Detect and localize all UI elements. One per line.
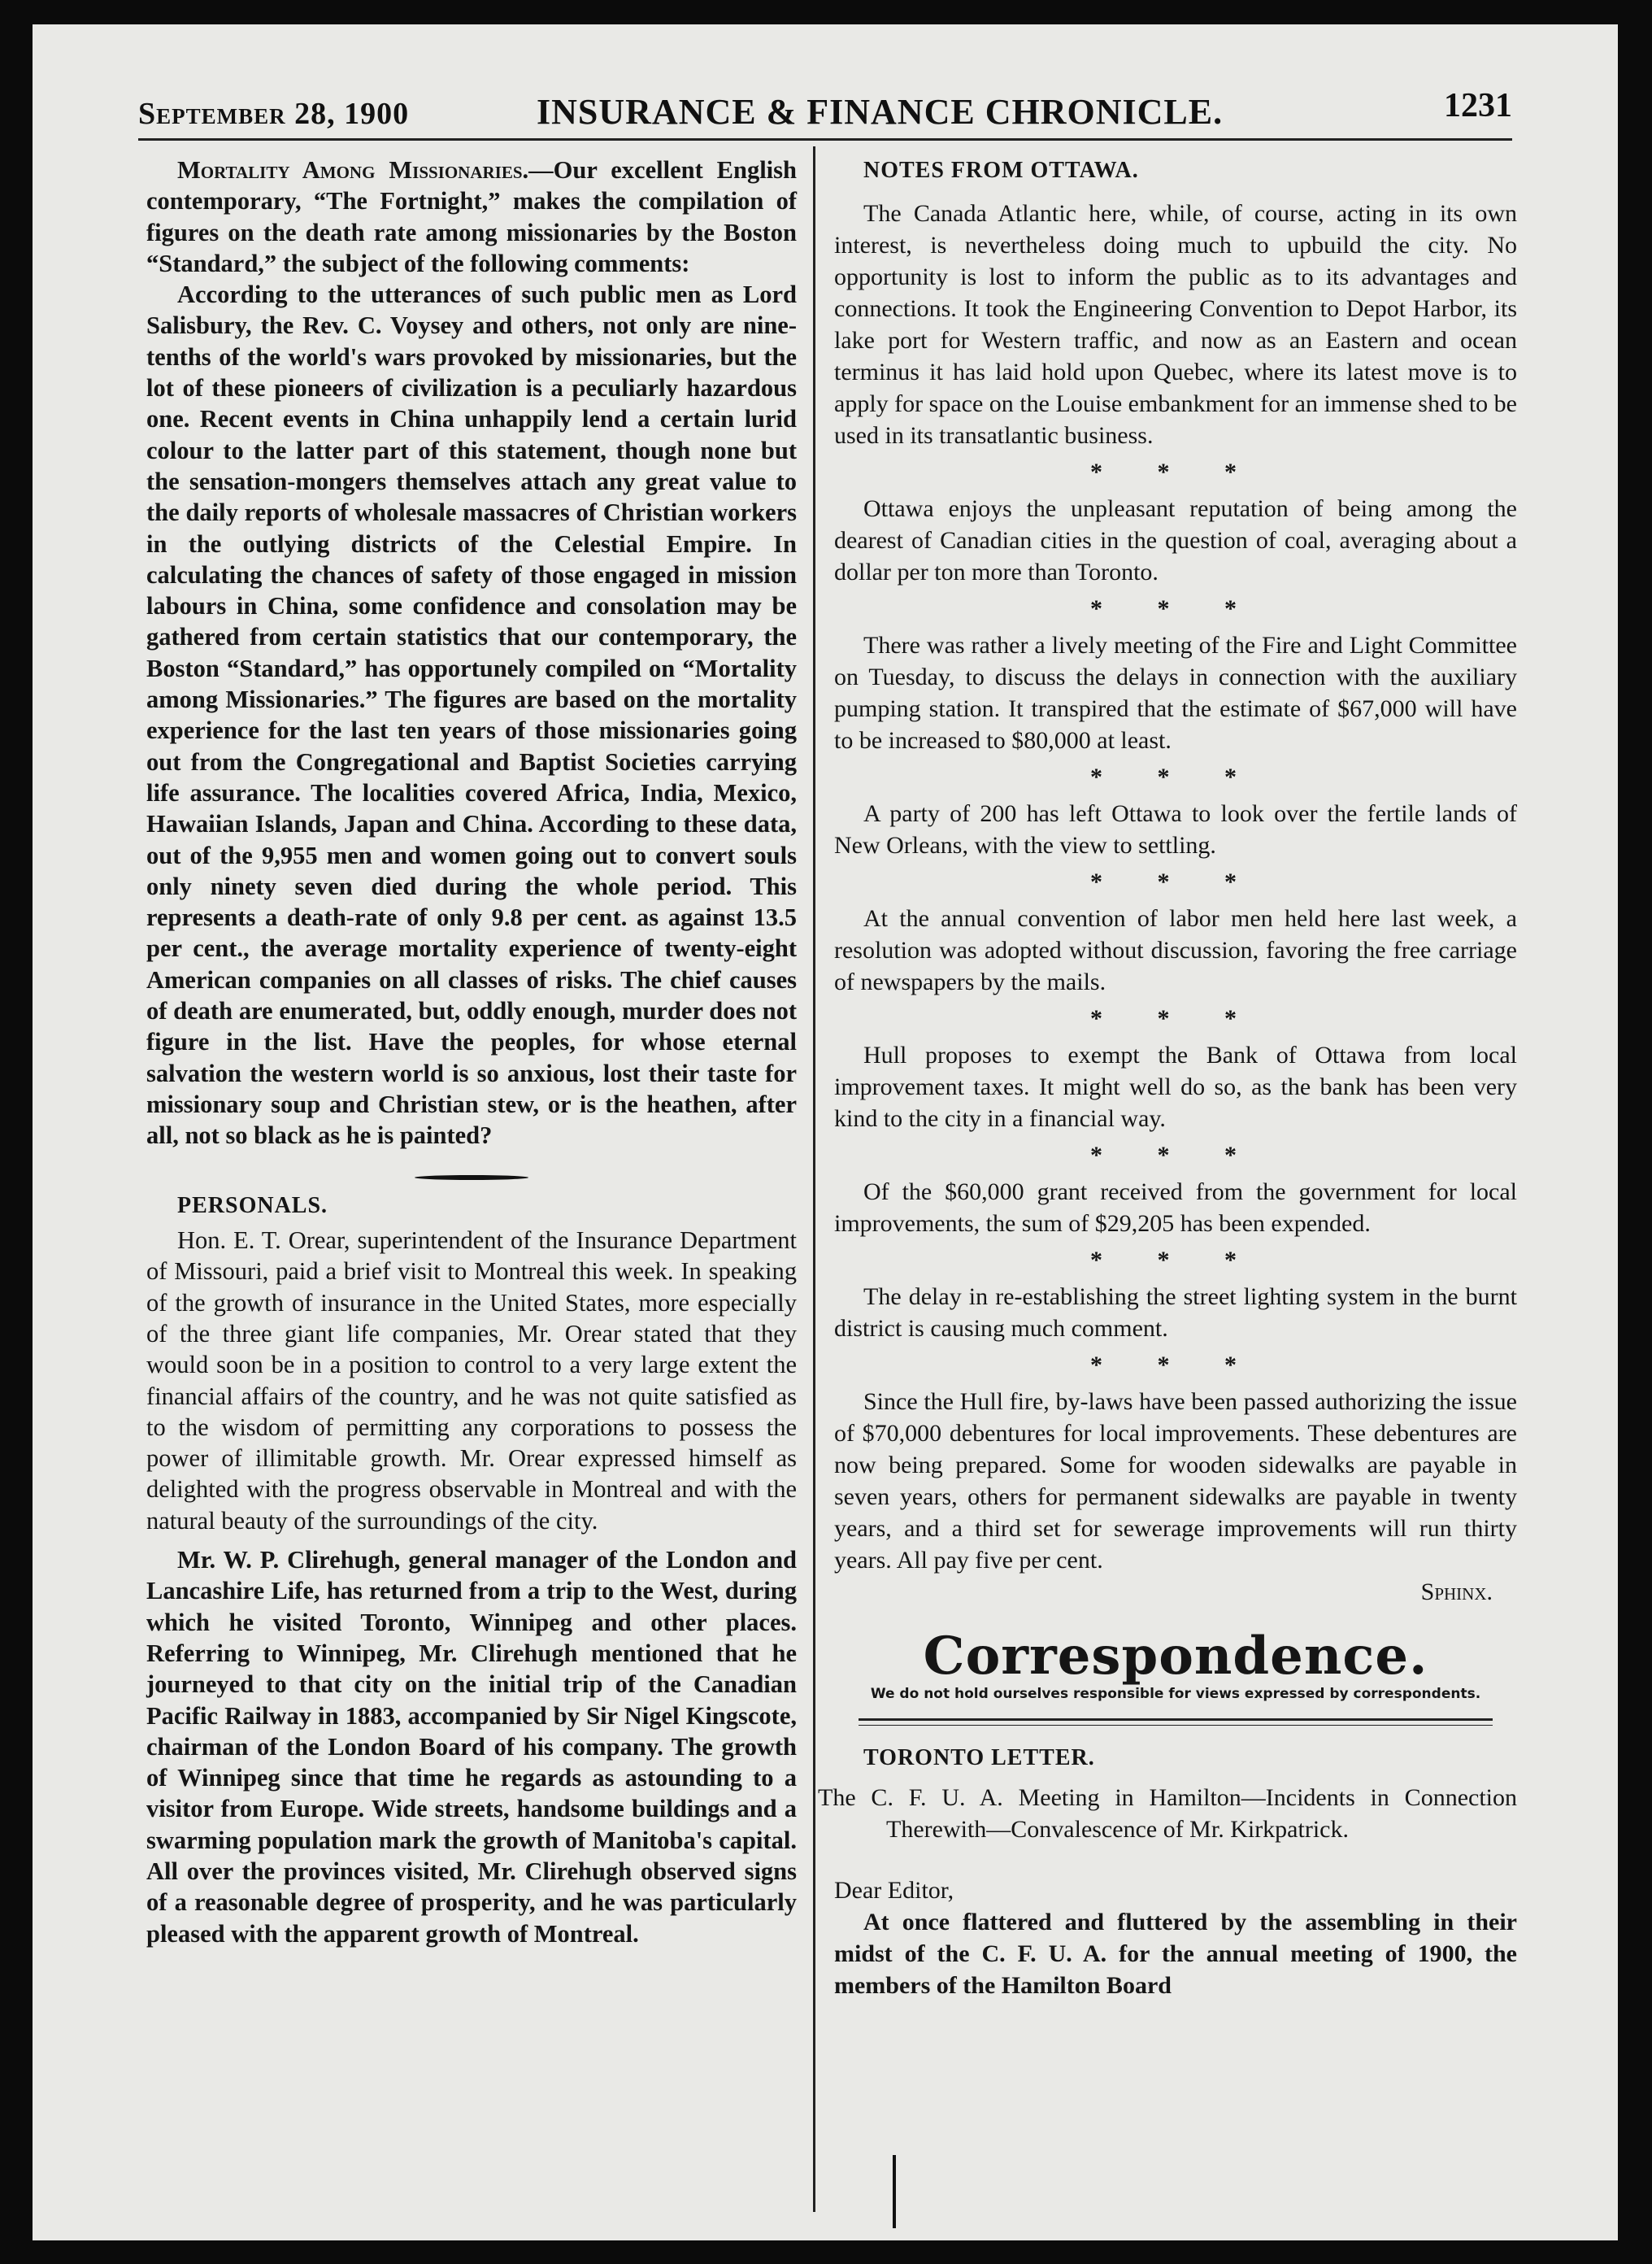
star-separator: * * * — [1090, 764, 1261, 790]
page-number: 1231 — [1444, 87, 1512, 124]
issue-date: September 28, 1900 — [138, 97, 410, 131]
note-paragraph: Of the $60,000 grant received from the government for local improvements, the sum of $29,205 has been expended. — [834, 1178, 1517, 1237]
note-paragraph: There was rather a lively meeting of the Fire and Light Committee on Tuesday, to discuss the delays in connection with the auxiliary pumping station. It transpired that the estimate of $67,000 will have to be increased to $80,000 at least. — [834, 632, 1517, 754]
note-paragraph: A party of 200 has left Ottawa to look over the fertile lands of New Orleans, with the view to settling. — [834, 800, 1517, 859]
note-paragraph: Hull proposes to exempt the Bank of Ottawa from local improvement taxes. It might well do so, as the bank has been very kind to the city in a financial way. — [834, 1042, 1517, 1132]
right-column — [818, 155, 1517, 2001]
star-separator: * * * — [1090, 1247, 1261, 1274]
star-separator: * * * — [1090, 1005, 1261, 1032]
toronto-letter-heading: TORONTO LETTER. — [863, 1745, 1095, 1770]
page-header — [138, 72, 1512, 137]
note-paragraph: Ottawa enjoys the unpleasant reputation of being among the dearest of Canadian cities in the question of coal, averaging about a dollar per ton more than Toronto. — [834, 495, 1517, 586]
mortality-lead: Mortality Among Missionaries. — [177, 156, 529, 184]
column-divider — [813, 146, 815, 2212]
note-paragraph: The Canada Atlantic here, while, of course, acting in its own interest, is nevertheless doing much to upbuild the city. No opportunity is lost to inform the public as to its advantages and connections. It took the Engineering Convention to Depot Harbor, its lake port for Western traffic, and now as an Eastern and ocean terminus it has laid hold upon Quebec, where its latest move is to apply for space on the Louise embankment for an immense shed to be used in its transatlantic business. — [834, 200, 1517, 449]
personals-paragraph-1: Hon. E. T. Orear, superintendent of the Insurance Department of Missouri, paid a brief visit to Montreal this week. In speaking of the growth of insurance in the United States, more especially of the three giant life companies, Mr. Orear stated that they would soon be in a position to control to a very large extent the financial affairs of the country, and he was not quite satisfied as to the wisdom of permitting any corporations to possess the power of illimitable growth. Mr. Orear expressed himself as delighted with the progress observable in Montreal and with the natural beauty of the surroundings of the city. — [146, 1226, 797, 1535]
letter-greeting: Dear Editor, — [834, 1877, 954, 1904]
mortality-intro-text: —Our excellent English contemporary, “The Fortnight,” makes the compilation of figures on the death rate among missionaries by the Boston “Standard,” the subject of the following comments: — [146, 156, 797, 277]
star-separator: * * * — [1090, 595, 1261, 622]
star-separator: * * * — [1090, 1142, 1261, 1169]
star-separator: * * * — [1090, 459, 1261, 485]
correspondence-disclaimer: We do not hold ourselves responsible for views expressed by correspondents. — [870, 1686, 1481, 1702]
note-paragraph: At the annual convention of labor men held here last week, a resolution was adopted without discussion, favoring the free carriage of newspapers by the mails. — [834, 905, 1517, 995]
letter-opening: At once flattered and fluttered by the assembling in their midst of the C. F. U. A. for the annual meeting of 1900, the members of the Hamilton Board — [834, 1909, 1517, 1999]
note-paragraph: Since the Hull fire, by-laws have been passed authorizing the issue of $70,000 debentures for local improvements. These debentures are now being prepared. Some for wooden sidewalks are payable in seven years, others for permanent sidewalks are payable in twenty years, and a third set for sewerage improvements will run thirty years. All pay five per cent. — [834, 1388, 1517, 1574]
left-column — [146, 155, 797, 1949]
toronto-letter-subhead: The C. F. U. A. Meeting in Hamilton—Incidents in Connection Therewith—Convalescence of Mr. Kirkpatrick. — [818, 1784, 1517, 1843]
signature: Sphinx. — [1420, 1578, 1493, 1605]
star-separator: * * * — [1090, 1352, 1261, 1378]
note-paragraph: The delay in re-establishing the street lighting system in the burnt district is causing much comment. — [834, 1283, 1517, 1342]
mortality-body: According to the utterances of such public men as Lord Salisbury, the Rev. C. Voysey and others, not only are nine-tenths of the world's wars provoked by missionaries, but the lot of these pioneers of civilization is a peculiarly hazardous one. Recent events in China unhappily lend a certain lurid colour to the latter part of this statement, though none but the sensation-mongers themselves attach any great value to the daily reports of wholesale massacres of Christian workers in the outlying districts of the Celestial Empire. In calculating the chances of safety of those engaged in mission labours in China, some confidence and consolation may be gathered from certain statistics that our contemporary, the Boston “Standard,” has opportunely compiled on “Mortality among Missionaries.” The figures are based on the mortality experience for the last ten years of those missionaries going out from the Congregational and Baptist Societies carrying life assurance. The localities covered Africa, India, Mexico, Hawaiian Islands, Japan and China. According to these data, out of the 9,955 men and women going out to convert souls only ninety seven died during the whole period. This represents a death-rate of only 9.8 per cent. as against 13.5 per cent., the average mortality experience of twenty-eight American companies on all classes of risks. The chief causes of death are enumerated, but, oddly enough, murder does not figure in the list. Have the peoples, for whose eternal salvation the western world is so anxious, lost their taste for missionary soup and Christian stew, or is the heathen, after all, not so black as he is painted? — [146, 281, 797, 1150]
star-separator: * * * — [1090, 869, 1261, 895]
personals-paragraph-2: Mr. W. P. Clirehugh, general manager of the London and Lancashire Life, has returned from a trip to the West, during which he visited Toronto, Winnipeg and other places. Referring to Winnipeg, Mr. Clirehugh mentioned that he journeyed to that city on the initial trip of the Canadian Pacific Railway in 1883, accompanied by Sir Nigel Kingscote, chairman of the London Board of his company. The growth of Winnipeg since that time he regards as astounding to a visitor from Europe. Wide streets, handsome buildings and a swarming population mark the growth of Manitoba's capital. All over the provinces visited, Mr. Clirehugh observed signs of a reasonable degree of prosperity, and he was particularly pleased with the apparent growth of Montreal. — [146, 1546, 797, 1948]
section-ornament — [146, 1156, 797, 1187]
mortality-intro — [146, 155, 797, 279]
publication-title: INSURANCE & FINANCE CHRONICLE. — [537, 92, 1224, 132]
header-rule — [138, 138, 1512, 141]
margin-bar — [893, 2155, 896, 2228]
personals-heading: PERSONALS. — [177, 1192, 328, 1218]
notes-heading: NOTES FROM OTTAWA. — [863, 158, 1139, 183]
correspondence-title: Correspondence. — [923, 1626, 1428, 1687]
correspondence-rule — [859, 1718, 1493, 1726]
newspaper-page — [33, 24, 1618, 2240]
